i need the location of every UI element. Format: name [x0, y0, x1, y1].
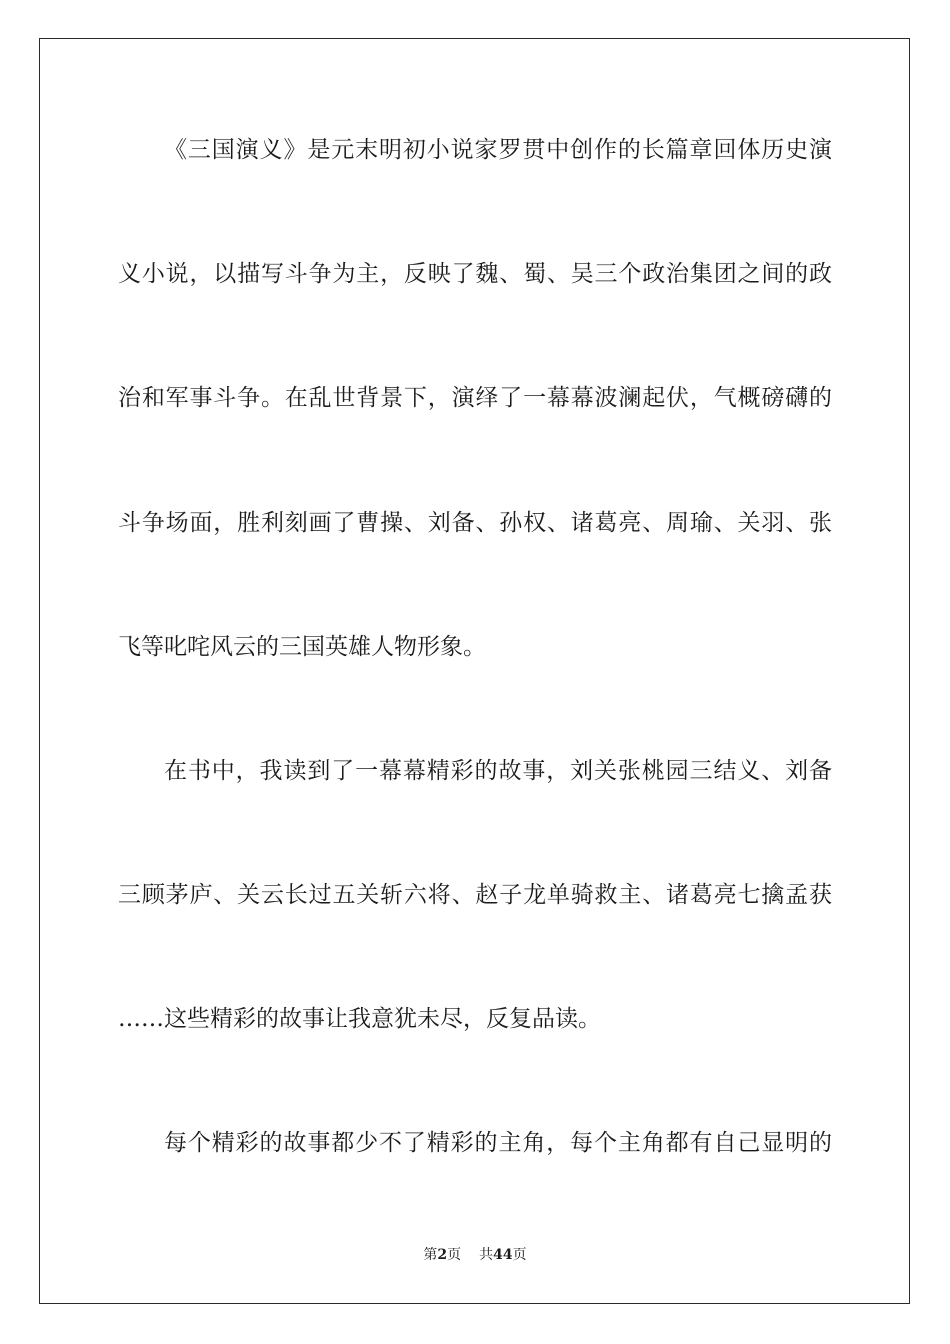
- total-prefix: 共: [479, 1247, 494, 1263]
- paragraph-2-line-3: ……这些精彩的故事让我意犹未尽，反复品读。: [118, 1006, 601, 1032]
- total-suffix: 页: [512, 1247, 527, 1263]
- paragraph-2-line-2: 三顾茅庐、关云长过五关斩六将、赵子龙单骑救主、诸葛亮七擒孟获: [118, 882, 832, 908]
- paragraph-1-line-4: 斗争场面，胜利刻画了曹操、刘备、孙权、诸葛亮、周瑜、关羽、张: [118, 510, 832, 536]
- page-prefix: 第: [423, 1247, 438, 1263]
- paragraph-1-line-5: 飞等叱咤风云的三国英雄人物形象。: [118, 634, 486, 660]
- total-page-number: 44: [493, 1247, 513, 1263]
- page-border: [39, 38, 910, 1304]
- page-number-label: [423, 1247, 461, 1263]
- paragraph-3-line-1: 每个精彩的故事都少不了精彩的主角，每个主角都有自己显明的: [164, 1130, 832, 1156]
- current-page-number: 2: [437, 1247, 448, 1263]
- page-suffix: 页: [447, 1247, 462, 1263]
- paragraph-1-line-3: 治和军事斗争。在乱世背景下，演绎了一幕幕波澜起伏，气概磅礴的: [118, 385, 832, 411]
- paragraph-1-line-2: 义小说，以描写斗争为主，反映了魏、蜀、吴三个政治集团之间的政: [118, 261, 832, 287]
- page-footer: [0, 1245, 950, 1265]
- total-pages-label: [479, 1247, 526, 1263]
- paragraph-2-line-1: 在书中，我读到了一幕幕精彩的故事，刘关张桃园三结义、刘备: [164, 758, 832, 784]
- paragraph-1-line-1: 《三国演义》是元末明初小说家罗贯中创作的长篇章回体历史演: [164, 137, 832, 163]
